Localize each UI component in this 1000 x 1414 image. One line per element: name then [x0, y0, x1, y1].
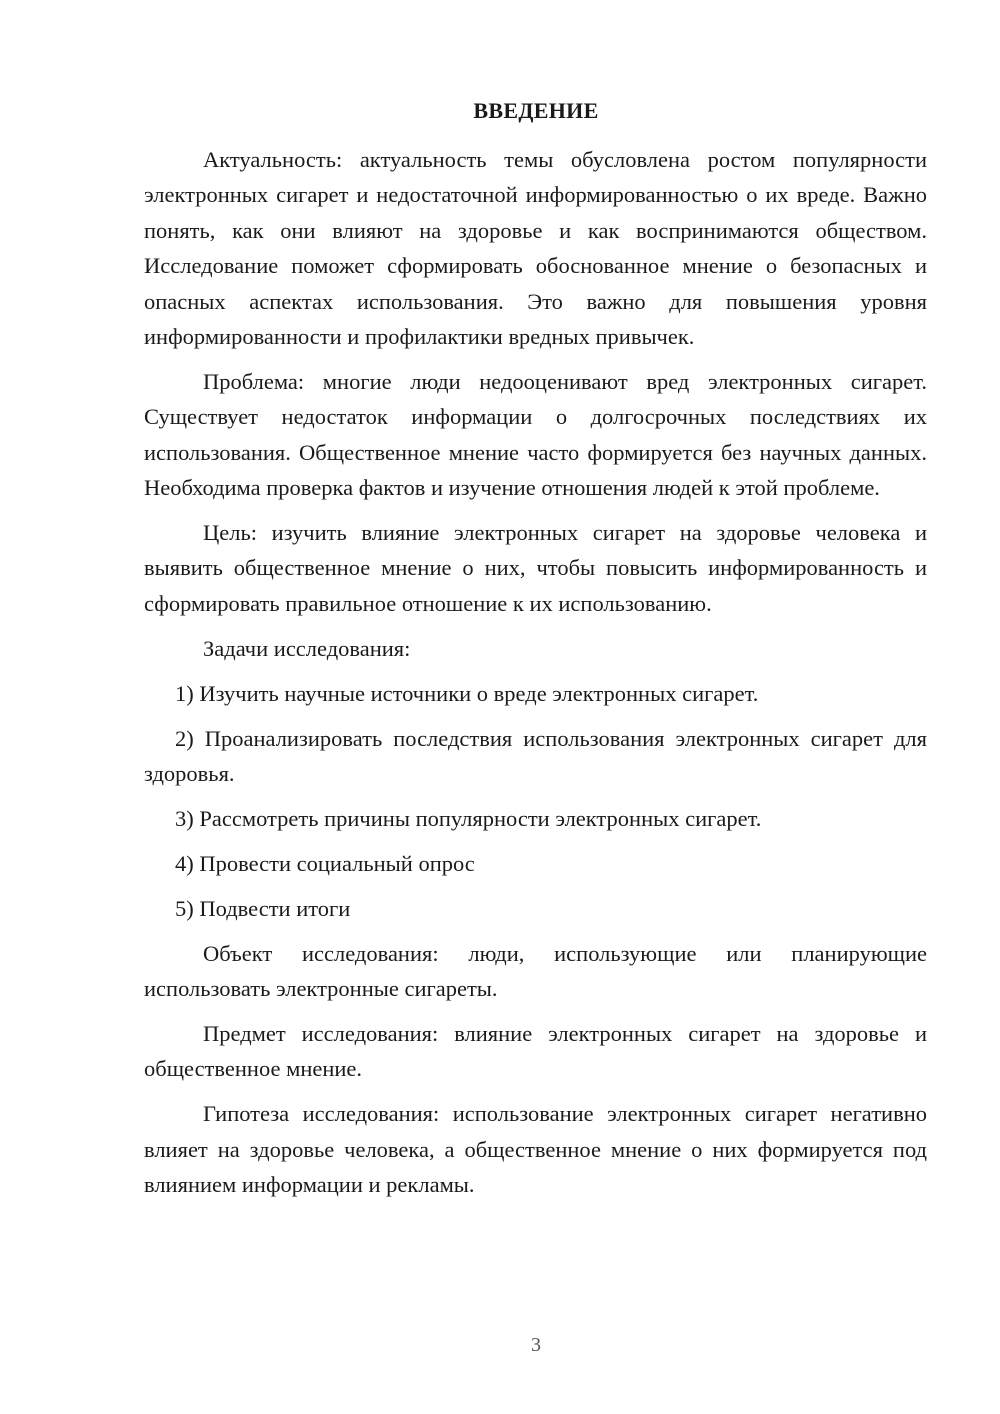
- paragraph-subject: Предмет исследования: влияние электронных сигарет на здоровье и общественное мнение.: [144, 1020, 927, 1082]
- paragraph-object: Объект исследования: люди, использующие или планирующие использовать электронные сигареты.: [144, 940, 927, 1002]
- page-number: 3: [531, 1334, 541, 1356]
- page-title: ВВЕДЕНИЕ: [473, 98, 599, 123]
- paragraph-relevance: Актуальность: актуальность темы обусловлена ростом популярности электронных сигарет и недостаточной информированностью о их вреде. Важно понять, как они влияют на здоровье и как воспринимаются обществом. Исследование поможет сформировать обоснованное мнение о безопасных и опасных аспектах использования. Это важно для повышения уровня информированности и профилактики вредных привычек.: [144, 147, 927, 350]
- task-item: 4) Провести социальный опрос: [175, 850, 475, 876]
- paragraph-tasks-heading: Задачи исследования:: [203, 635, 411, 661]
- paragraph-problem: Проблема: многие люди недооценивают вред электронных сигарет. Существует недостаток информации о долгосрочных последствиях их использования. Общественное мнение часто формируется без научных данных. Необходима проверка фактов и изучение отношения людей к этой проблеме.: [144, 368, 927, 501]
- task-item: 2) Проанализировать последствия использования электронных сигарет для здоровья.: [144, 725, 927, 786]
- document-body: [144, 142, 927, 1212]
- paragraph-goal: Цель: изучить влияние электронных сигарет на здоровье человека и выявить общественное мнение о них, чтобы повысить информированность и сформировать правильное отношение к их использованию.: [144, 520, 927, 616]
- paragraph-hypothesis: Гипотеза исследования: использование электронных сигарет негативно влияет на здоровье человека, а общественное мнение о них формируется под влиянием информации и рекламы.: [144, 1101, 927, 1198]
- task-item: 3) Рассмотреть причины популярности электронных сигарет.: [175, 805, 762, 831]
- task-item: 1) Изучить научные источники о вреде электронных сигарет.: [175, 680, 759, 706]
- task-item: 5) Подвести итоги: [175, 895, 351, 921]
